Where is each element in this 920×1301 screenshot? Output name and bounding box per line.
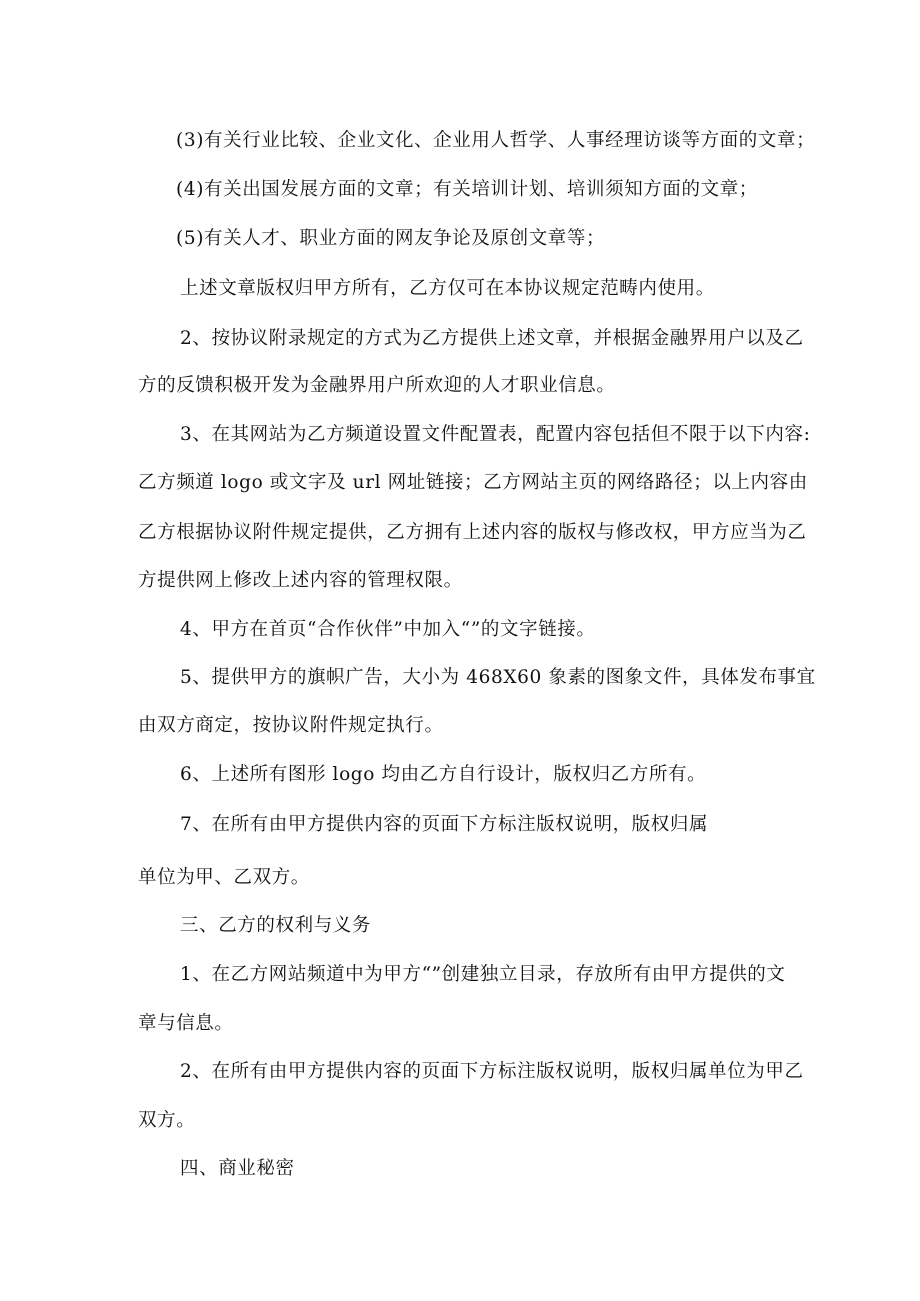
line-clause-2-start: 2、按协议附录规定的方式为乙方提供上述文章，并根据金融界用户以及乙 (180, 328, 804, 349)
line-clause-3-end: 方提供网上修改上述内容的管理权限。 (138, 570, 463, 591)
line-clause-2-end: 方的反馈积极开发为金融界用户所欢迎的人才职业信息。 (138, 375, 616, 396)
section-heading-trade-secrets: 四、商业秘密 (180, 1158, 295, 1179)
line-b-clause-2-end: 双方。 (138, 1110, 196, 1131)
line-b-clause-1-start: 1、在乙方网站频道中为甲方“”创建独立目录，存放所有由甲方提供的文 (180, 964, 786, 985)
line-clause-7-start: 7、在所有由甲方提供内容的页面下方标注版权说明，版权归属 (180, 814, 709, 835)
line-clause-6: 6、上述所有图形 logo 均由乙方自行设计，版权归乙方所有。 (180, 764, 707, 785)
line-clause-3-start: 3、在其网站为乙方频道设置文件配置表，配置内容包括但不限于以下内容: (180, 424, 811, 445)
line-clause-4: 4、甲方在首页“合作伙伴”中加入“”的文字链接。 (180, 619, 596, 640)
line-clause-7-end: 单位为甲、乙双方。 (138, 867, 310, 888)
line-clause-3-cont1: 乙方频道 logo 或文字及 url 网址链接；乙方网站主页的网络路径；以上内容由 (138, 472, 808, 493)
line-b-clause-1-end: 章与信息。 (138, 1013, 234, 1034)
line-item-3-articles: (3)有关行业比较、企业文化、企业用人哲学、人事经理访谈等方面的文章； (176, 130, 816, 151)
line-clause-5-start: 5、提供甲方的旗帜广告，大小为 468X60 象素的图象文件，具体发布事宜 (180, 667, 816, 688)
line-b-clause-2-start: 2、在所有由甲方提供内容的页面下方标注版权说明，版权归属单位为甲乙 (180, 1061, 804, 1082)
line-item-4-articles: (4)有关出国发展方面的文章；有关培训计划、培训须知方面的文章； (176, 179, 758, 200)
line-clause-3-cont2: 乙方根据协议附件规定提供，乙方拥有上述内容的版权与修改权，甲方应当为乙 (138, 522, 807, 543)
line-copyright-note: 上述文章版权归甲方所有，乙方仅可在本协议规定范畴内使用。 (180, 278, 715, 299)
line-clause-5-end: 由双方商定，按协议附件规定执行。 (138, 715, 444, 736)
line-item-5-articles: (5)有关人才、职业方面的网友争论及原创文章等； (176, 228, 606, 249)
section-heading-party-b: 三、乙方的权利与义务 (180, 915, 372, 936)
